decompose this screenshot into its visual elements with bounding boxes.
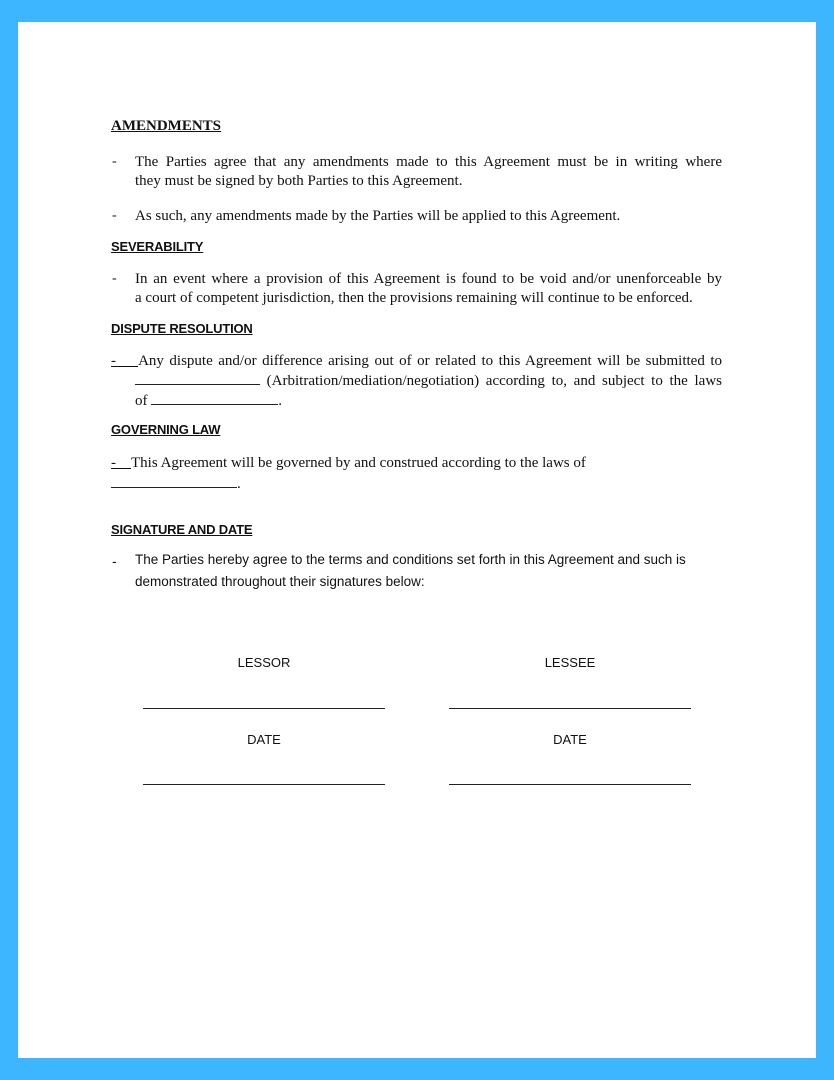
governing-law-heading: GOVERNING LAW (111, 422, 221, 437)
dispute-resolution-line-3 (111, 391, 722, 411)
lessor-label: LESSOR (237, 655, 291, 670)
lessor-date-line[interactable] (143, 784, 385, 785)
governing-law-clause (111, 453, 722, 495)
amendments-clause-1-line-2: they must be signed by both Parties to this Agreement. (135, 173, 463, 189)
amendments-clause-1 (135, 153, 722, 191)
bullet-dash: - (111, 455, 116, 471)
period: . (237, 476, 241, 492)
bullet-dash: - (112, 208, 117, 223)
governing-law-jurisdiction-blank[interactable] (111, 474, 237, 488)
lessee-date-label: DATE (553, 732, 587, 747)
lessee-label: LESSEE (544, 655, 596, 670)
signature-clause (135, 549, 735, 593)
lessee-date-line[interactable] (449, 784, 691, 785)
bullet-dash: - (112, 271, 117, 286)
amendments-clause-1-line-1: The Parties agree that any amendments made to this Agreement must be in writing where (135, 154, 722, 170)
dispute-resolution-line-2 (111, 371, 722, 391)
dispute-resolution-clause (111, 352, 722, 411)
bullet-dash: - (112, 154, 117, 169)
signature-and-date-heading: SIGNATURE AND DATE (111, 522, 253, 537)
dispute-resolution-text-2: (Arbitration/mediation/negotiation) according to, and subject to the laws (266, 373, 722, 389)
lessor-date-label: DATE (247, 732, 281, 747)
dispute-resolution-heading: DISPUTE RESOLUTION (111, 321, 253, 336)
governing-law-line-1 (111, 453, 722, 474)
amendments-clause-2-line-1: As such, any amendments made by the Parties will be applied to this Agreement. (135, 208, 621, 224)
severability-clause-line-1: In an event where a provision of this Agreement is found to be void and/or unenforceable by (135, 271, 722, 287)
dispute-resolution-line-1 (111, 352, 722, 371)
signature-clause-line-1: The Parties hereby agree to the terms and conditions set forth in this Agreement and such is (135, 552, 686, 567)
signature-clause-line-2: demonstrated throughout their signatures below: (135, 574, 425, 589)
severability-clause-line-2: a court of competent jurisdiction, then the provisions remaining will continue to be enforced. (135, 290, 693, 306)
period: . (278, 393, 282, 409)
dispute-resolution-text-3: of (135, 393, 148, 409)
lessee-signature-line[interactable] (449, 708, 691, 709)
governing-law-text: This Agreement will be governed by and construed according to the laws of (131, 455, 586, 471)
dispute-resolution-text-1: Any dispute and/or difference arising out of or related to this Agreement will be submitted to (138, 353, 723, 369)
arbitration-method-blank[interactable] (135, 371, 260, 385)
amendments-heading: AMENDMENTS (111, 118, 222, 134)
severability-clause (135, 270, 722, 308)
governing-law-line-2 (111, 474, 722, 495)
severability-heading: SEVERABILITY (111, 239, 204, 254)
lessor-signature-line[interactable] (143, 708, 385, 709)
bullet-dash: - (111, 353, 116, 369)
document-page (18, 22, 816, 1058)
amendments-clause-2 (135, 207, 722, 226)
bullet-dash: - (112, 553, 117, 569)
dispute-jurisdiction-blank[interactable] (151, 391, 278, 405)
